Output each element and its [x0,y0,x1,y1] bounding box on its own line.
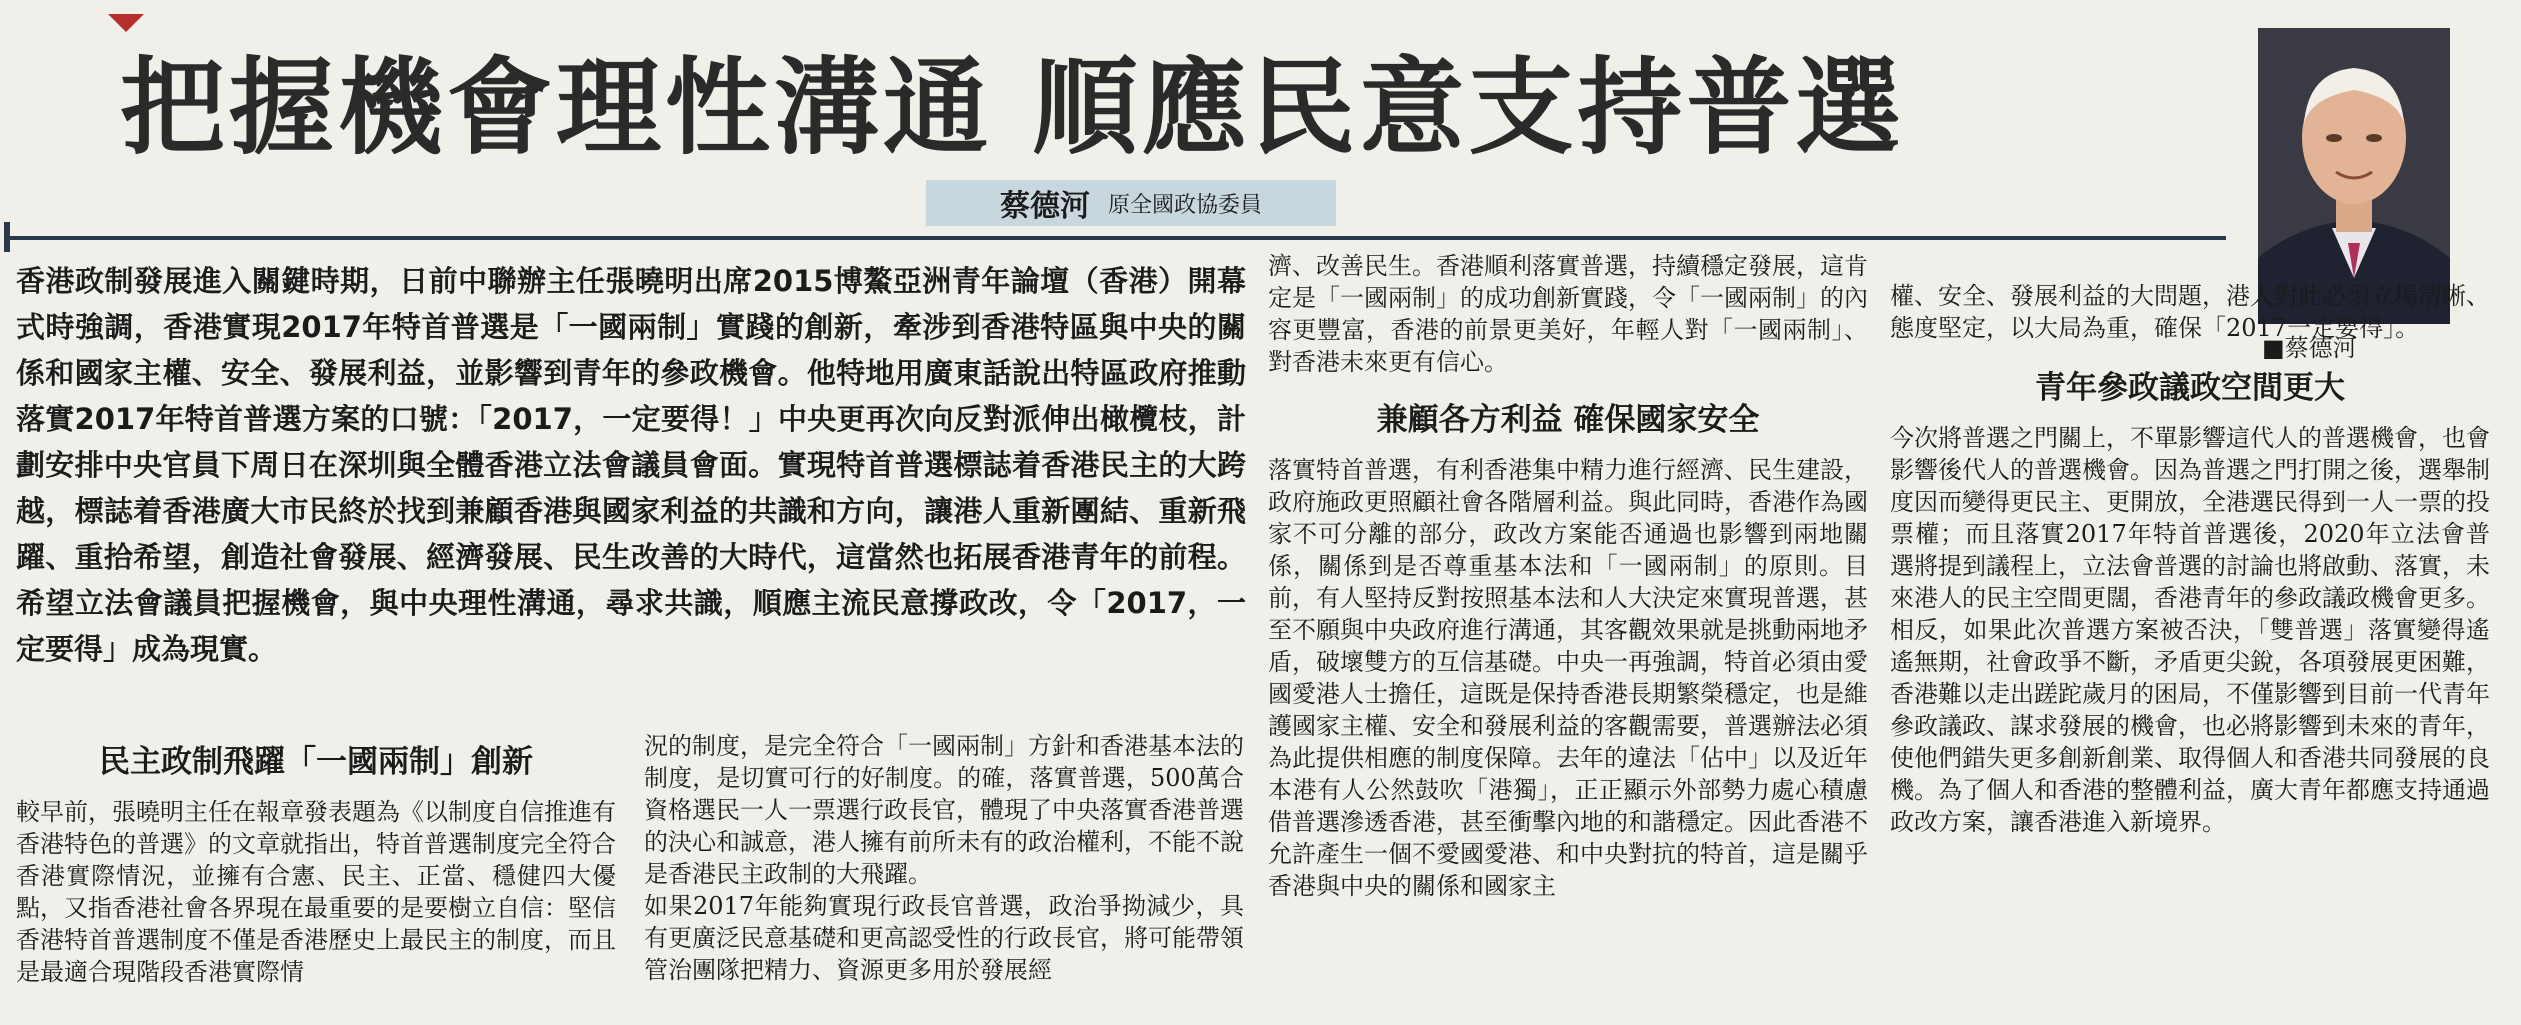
section-heading-2: 兼顧各方利益 確保國家安全 [1376,402,1760,438]
byline-title: 原全國政協委員 [1107,192,1262,218]
column-2-text-1: 況的制度，是完全符合「一國兩制」方針和香港基本法的制度，是切實可行的好制度。的確，落實普選，500萬合資格選民一人一票選行政長官，體現了中央落實香港普選的決心和誠意，港人擁有前所未有的政治權利，不能不說是香港民主政制的大飛躍。 [644,732,1244,888]
byline-author: 蔡德河 [999,189,1090,224]
lead-text: 香港政制發展進入關鍵時期，日前中聯辦主任張曉明出席2015博鰲亞洲青年論壇（香港）開幕式時強調，香港實現2017年特首普選是「一國兩制」實踐的創新，牽涉到香港特區與中央的關係和國家主權、安全、發展利益，並影響到青年的參政機會。他特地用廣東話說出特區政府推動落實2017年特首普選方案的口號：「2017，一定要得！」中央更再次向反對派伸出橄欖枝，計劃安排中央官員下周日在深圳與全體香港立法會議員會面。實現特首普選標誌着香港民主的大跨越，標誌着香港廣大市民終於找到兼顧香港與國家利益的共識和方向，讓港人重新團結、重新飛躍、重拾希望，創造社會發展、經濟發展、民生改善的大時代，這當然也拓展香港青年的前程。希望立法會議員把握機會，與中央理性溝通，尋求共識，順應主流民意撐政改，令「2017，一定要得」成為現實。 [16,264,1246,666]
column-3 [1268,250,1868,1025]
column-4-text-1: 權、安全、發展利益的大問題，港人對此必須立場清晰、態度堅定，以大局為重，確保「2017一定要得」。 [1890,282,2490,342]
section-heading-3: 青年參政議政空間更大 [2035,370,2345,406]
divider-rule [6,236,2226,240]
column-3-text-2: 落實特首普選，有利香港集中精力進行經濟、民生建設，政府施政更照顧社會各階層利益。與此同時，香港作為國家不可分離的部分，政改方案能否通過也影響到兩地關係，關係到是否尊重基本法和「一國兩制」的原則。目前，有人堅持反對按照基本法和人大決定來實現普選，甚至不願與中央政府進行溝通，其客觀效果就是挑動兩地矛盾，破壞雙方的互信基礎。中央一再強調，特首必須由愛國愛港人士擔任，這既是保持香港長期繁榮穩定，也是維護國家主權、安全和發展利益的客觀需要，普選辦法必須為此提供相應的制度保障。去年的違法「佔中」以及近年本港有人公然鼓吹「港獨」，正正顯示外部勢力處心積慮借普選滲透香港，甚至衝擊內地的和諧穩定。因此香港不允許產生一個不愛國愛港、和中央對抗的特首，這是關乎香港與中央的關係和國家主 [1268,456,1868,900]
section-heading-1: 民主政制飛躍「一國兩制」創新 [99,744,533,780]
headline: 把握機會理性溝通 順應民意支持普選 [120,47,1905,169]
column-4-text-2: 今次將普選之門關上，不單影響這代人的普選機會，也會影響後代人的普選機會。因為普選之門打開之後，選舉制度因而變得更民主、更開放，全港選民得到一人一票的投票權；而且落實2017年特首普選後，2020年立法會普選將提到議程上，立法會普選的討論也將啟動、落實，未來港人的民主空間更闊，香港青年的參政議政機會更多。相反，如果此次普選方案被否決，「雙普選」落實變得遙遙無期，社會政爭不斷，矛盾更尖銳，各項發展更困難，香港難以走出蹉跎歲月的困局，不僅影響到目前一代青年參政議政、謀求發展的機會，也必將影響到未來的青年，使他們錯失更多創新創業、取得個人和香港共同發展的良機。為了個人和香港的整體利益，廣大青年都應支持通過政改方案，讓香港進入新境界。 [1890,424,2490,836]
byline [926,180,1336,226]
column-4 [1890,280,2490,1025]
column-1 [16,742,616,1025]
photo-caption: ■蔡德河 [2262,334,2357,362]
column-2 [644,730,1244,1025]
column-3-text-1: 濟、改善民生。香港順利落實普選，持續穩定發展，這肯定是「一國兩制」的成功創新實踐，令「一國兩制」的內容更豐富，香港的前景更美好，年輕人對「一國兩制」、對香港未來更有信心。 [1268,252,1868,376]
lead-paragraph [16,258,1246,718]
column-2-text-2: 如果2017年能夠實現行政長官普選，政治爭拗減少，具有更廣泛民意基礎和更高認受性的行政長官，將可能帶領管治團隊把精力、資源更多用於發展經 [644,892,1244,984]
column-1-text: 較早前，張曉明主任在報章發表題為《以制度自信推進有香港特色的普選》的文章就指出，特首普選制度完全符合香港實際情況，並擁有合憲、民主、正當、穩健四大優點，又指香港社會各界現在最重要的是要樹立自信：堅信香港特首普選制度不僅是香港歷史上最民主的制度，而且是最適合現階段香港實際情 [16,798,616,986]
